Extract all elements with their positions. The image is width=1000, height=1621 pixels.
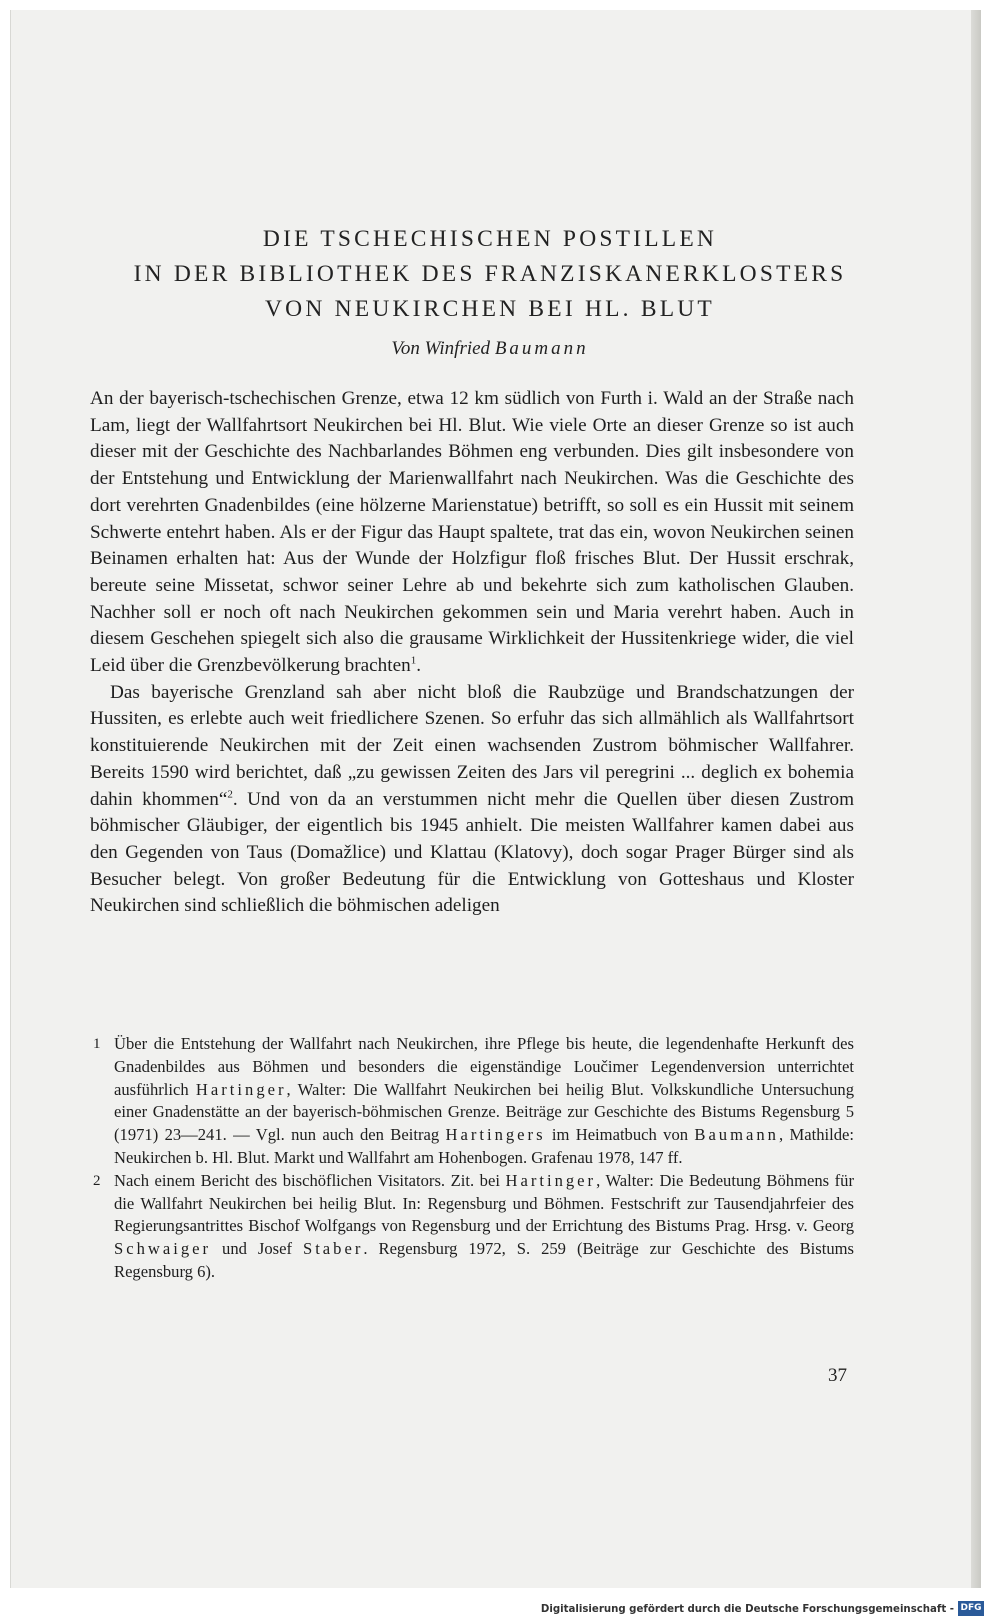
article-body xyxy=(90,386,854,920)
paragraph-2 xyxy=(90,680,854,920)
paragraph-1-text: An der bayerisch-tschechischen Grenze, etwa 12 km südlich von Furth i. Wald an der Straße nach Lam, liegt der Wallfahrtsort Neukirchen bei Hl. Blut. Wie viele Orte an dieser Grenze so ist auch dieser mit der Geschichte des Nachbarlandes Böhmen eng verbunden. Dies gilt insbesondere von der Entstehung und Entwicklung der Marienwallfahrt nach Neukirchen. Was die Geschichte des dort verehrten Gnadenbildes (eine hölzerne Marienstatue) betrifft, so soll es ein Hussit mit seinem Schwerte entehrt haben. Als er der Figur das Haupt spaltete, trat das ein, wovon Neukirchen seinen Beinamen erhalten hat: Aus der Wunde der Holzfigur floß frisches Blut. Der Hussit erschrak, bereute seine Missetat, schwor seiner Lehre ab und bekehrte sich zum katholischen Glauben. Nachher soll er noch oft nach Neukirchen gekommen sein und Maria verehrt haben. Auch in diesem Geschehen spiegelt sich also die grausame Wirklichkeit der Hussitenkriege wider, die viel Leid über die Grenzbevölkerung brachten xyxy=(90,388,854,677)
footnote-1-text-4: , Mathilde: Neukirchen b. Hl. Blut. Markt und Wallfahrt am Hohenbogen. Grafenau 1978, 147 ff. xyxy=(114,1125,854,1167)
dfg-logo: DFG xyxy=(958,1601,984,1616)
title-line-1: DIE TSCHECHISCHEN POSTILLEN xyxy=(262,226,718,252)
title-line-2: IN DER BIBLIOTHEK DES FRANZISKANERKLOSTERS xyxy=(133,261,847,287)
footnote-1-author-3: Baumann xyxy=(694,1125,779,1145)
page-number: 37 xyxy=(828,1365,847,1386)
footnote-2-text-4: . Regensburg 1972, S. 259 (Beiträge zur Geschichte des Bistums Regensburg 6). xyxy=(114,1239,854,1281)
footnote-1-text-2: , Walter: Die Wallfahrt Neukirchen bei heilig Blut. Volkskundliche Untersuchung einer Gnadenstätte an der bayerisch-böhmischen Grenze. Beiträge zur Geschichte des Bistums Regensburg 5 (1971) 23—241. — Vgl. nun auch den Beitrag xyxy=(114,1079,855,1145)
footnote-2-author-1: Hartinger xyxy=(505,1170,597,1190)
paragraph-2-text: Das bayerische Grenzland sah aber nicht bloß die Raubzüge und Brandschatzungen der Hussiten, es erlebte auch weit friedlichere Szenen. So erfuhr das sich allmählich als Wallfahrtsort konstituierende Neukirchen mit der Zeit einen wachsenden Zustrom böhmischer Wallfahrer. Bereits 1590 wird berichtet, daß „zu gewissen Zeiten des Jars vil peregrini ... deglich ex bohemia dahin khommen“ xyxy=(90,681,854,810)
footnote-ref-1: 1 xyxy=(410,654,417,667)
funding-notice: Digitalisierung gefördert durch die Deutsche Forschungsgemeinschaft - xyxy=(540,1604,954,1615)
footnote-1-author-1: Hartinger xyxy=(195,1079,287,1099)
footnotes xyxy=(90,1033,854,1284)
footnote-1-text-3: im Heimatbuch von xyxy=(545,1125,695,1145)
paragraph-1: An der bayerisch-tschechischen Grenze, etwa 12 km südlich von Furth i. Wald an der Straße nach Lam, liegt der Wallfahrtsort Neukirchen bei Hl. Blut. Wie viele Orte an dieser Grenze so ist auch dieser mit der Geschichte des Nachbarlandes Böhmen eng verbunden. Dies gilt insbesondere von der Entstehung und Entwicklung der Marienwallfahrt nach Neukirchen. Was die Geschichte des dort verehrten Gnadenbildes (eine hölzerne Marienstatue) betrifft, so soll es ein Hussit mit seinem Schwerte entehrt haben. Als er der Figur das Haupt spaltete, trat das ein, wovon Neukirchen seinen Beinamen erhalten hat: Aus der Wunde der Holzfigur floß frisches Blut. Der Hussit erschrak, bereute seine Missetat, schwor seiner Lehre ab und bekehrte sich zum katholischen Glauben. Nachher soll er noch oft nach Neukirchen gekommen sein und Maria verehrt haben. Auch in diesem Geschehen spiegelt sich also die grausame Wirklichkeit der Hussitenkriege wider, die viel Leid über die Grenzbevölkerung brachten$^1$. xyxy=(90,388,854,677)
paragraph-2-continuation: . Und von da an verstummen nicht mehr die Quellen über diesen Zustrom böhmischer Gläubiger, der eigentlich bis 1945 anhielt. Die meisten Wallfahrer kamen dabei aus den Gegenden von Taus (Domažlice) und Klattau (Klatovy), doch sogar Prager Bürger sind als Besucher belegt. Von großer Bedeutung für die Entwicklung von Gotteshaus und Kloster Neukirchen sind schließlich die böhmischen adeligen xyxy=(90,788,855,917)
footnote-2 xyxy=(90,1170,854,1284)
footnote-2-author-2: Schwaiger xyxy=(114,1239,212,1259)
footnote-2-author-3: Staber xyxy=(302,1239,364,1259)
article-title xyxy=(0,222,980,327)
footnote-1 xyxy=(90,1033,854,1170)
footnote-2-text-3: und Josef xyxy=(211,1239,303,1259)
footnote-2-text: Nach einem Bericht des bischöflichen Visitators. Zit. bei xyxy=(114,1170,506,1190)
footnote-1-text: Über die Entstehung der Wallfahrt nach Neukirchen, ihre Pflege bis heute, die legendenhafte Herkunft des Gnadenbildes aus Böhmen und besonders die eigenständige Loučimer Legendenversion unterrichtet ausführlich xyxy=(114,1034,854,1099)
footnote-ref-2: 2 xyxy=(227,788,233,801)
byline-author: Baumann xyxy=(494,338,589,359)
footnote-2-number: 2 xyxy=(93,1172,101,1189)
footnote-1-author-2: Hartingers xyxy=(445,1125,546,1145)
title-line-3: VON NEUKIRCHEN BEI HL. BLUT xyxy=(265,296,715,322)
byline xyxy=(0,338,980,360)
byline-prefix: Von Winfried xyxy=(391,338,491,359)
footnote-2-text-2: , Walter: Die Bedeutung Böhmens für die Wallfahrt Neukirchen bei heilig Blut. In: Regensburg und Böhmen. Festschrift zur Tausendjahrfeier des Regierungsantrittes Bischof Wolfgangs von Regensburg und der Errichtung des Bistums Prag. Hrsg. v. Georg xyxy=(114,1170,854,1236)
footnote-1-number: 1 xyxy=(93,1036,101,1052)
